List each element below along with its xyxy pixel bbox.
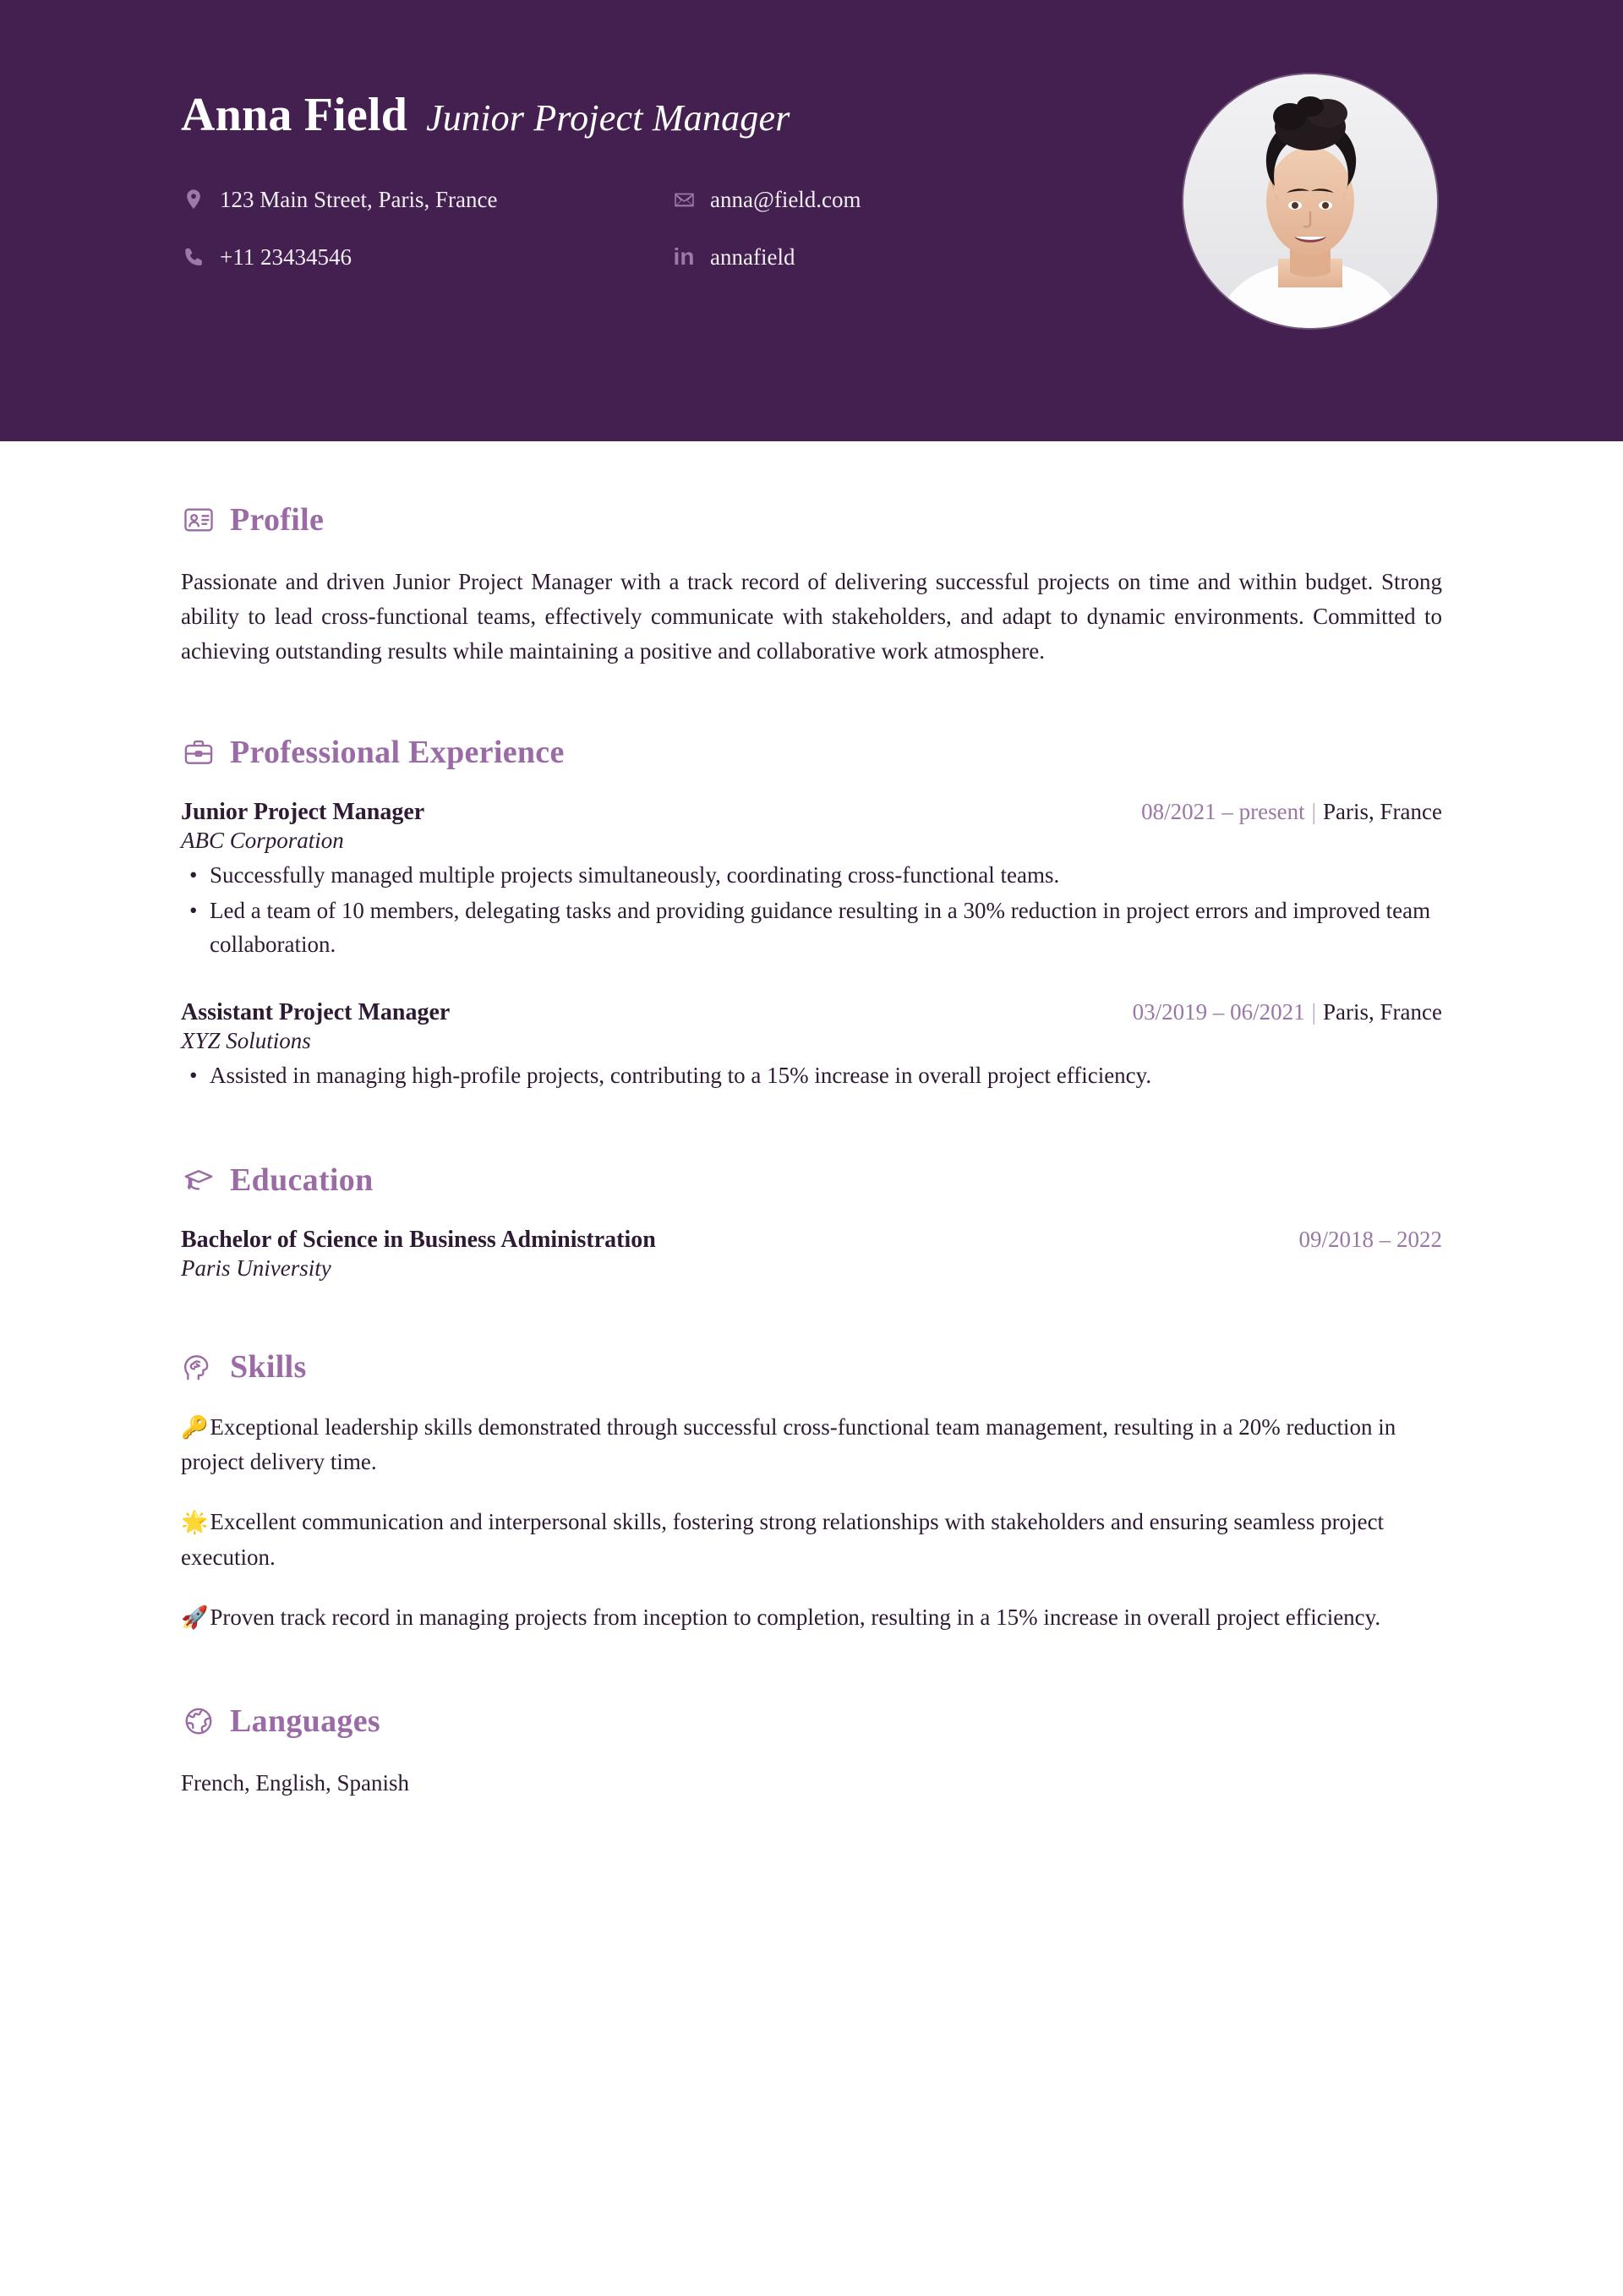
section-experience-header [181, 735, 1442, 770]
section-experience [181, 735, 1442, 1093]
job-bullet-list [181, 1059, 1442, 1093]
job-position: Junior Project Manager [181, 799, 425, 826]
page-title: Anna Field [181, 89, 408, 141]
resume-header-banner [0, 0, 1623, 441]
job-meta [1133, 999, 1442, 1025]
experience-entry-header [181, 999, 1442, 1026]
contact-details [181, 171, 1161, 286]
experience-entry-header [181, 799, 1442, 826]
avatar [1183, 74, 1437, 328]
location-pin-icon [181, 187, 206, 212]
skill-text: Excellent communication and interpersonal skills, fostering strong relationships with stakeholders and ensuring seamless project execution. [181, 1509, 1385, 1570]
contact-email[interactable] [671, 187, 1161, 213]
job-position: Assistant Project Manager [181, 998, 451, 1025]
profile-summary-text: Passionate and driven Junior Project Manager with a track record of delivering successful projects on time and within budget. Strong ability to lead cross-functional teams, effectively communicate with stakeholders, and adapt to dynamic environments. Committed to achieving outstanding results while maintaining a positive and collaborative work atmosphere. [181, 569, 1442, 664]
contact-phone-value: +11 23434546 [220, 243, 352, 270]
briefcase-icon [181, 735, 216, 770]
job-company: ABC Corporation [181, 828, 344, 854]
job-bullet: • Led a team of 10 members, delegating tasks and providing guidance resulting in a 30% reduction in project errors and improved team collaboration. [210, 894, 1442, 962]
resume-body [0, 502, 1623, 1801]
section-experience-title: Professional Experience [230, 735, 565, 771]
contact-email-value: anna@field.com [710, 186, 861, 212]
linkedin-icon [671, 244, 697, 270]
job-meta [1141, 799, 1442, 825]
job-location: Paris, France [1323, 998, 1442, 1025]
contact-linkedin-value: annafield [710, 243, 795, 270]
contact-address-value: 123 Main Street, Paris, France [220, 186, 498, 212]
section-languages-header [181, 1703, 1442, 1739]
meta-separator: | [1311, 998, 1317, 1025]
linkedin-glyph: in [673, 243, 695, 270]
job-location: Paris, France [1323, 799, 1442, 825]
section-skills-title: Skills [230, 1348, 307, 1385]
globe-icon [181, 1703, 216, 1739]
section-education-header [181, 1162, 1442, 1198]
section-profile [181, 502, 1442, 669]
section-skills [181, 1349, 1442, 1636]
job-bullet: • Successfully managed multiple projects simultaneously, coordinating cross-functional teams. [210, 859, 1442, 893]
section-education [181, 1162, 1442, 1282]
job-company: XYZ Solutions [181, 1027, 311, 1053]
key-emoji: 🔑 [181, 1414, 209, 1440]
contact-linkedin[interactable] [671, 244, 1161, 271]
glowing-star-emoji: 🌟 [181, 1510, 209, 1536]
contact-address[interactable] [181, 187, 671, 213]
education-entry [181, 1227, 1442, 1282]
contact-phone[interactable] [181, 244, 671, 271]
section-languages-title: Languages [230, 1703, 380, 1739]
envelope-icon [671, 187, 697, 212]
education-school: Paris University [181, 1255, 331, 1281]
skill-text: Exceptional leadership skills demonstrated through successful cross-functional team management, resulting in a 20% reduction in project delivery time. [181, 1413, 1396, 1475]
job-dates: 03/2019 – 06/2021 [1132, 998, 1305, 1025]
head-brain-icon [181, 1349, 216, 1385]
header-text-block [181, 91, 1161, 286]
section-profile-header [181, 502, 1442, 538]
skill-item [181, 1505, 1442, 1575]
job-bullet-list [181, 859, 1442, 962]
section-skills-header [181, 1349, 1442, 1385]
section-languages [181, 1703, 1442, 1801]
skill-item [181, 1410, 1442, 1480]
section-profile-title: Profile [230, 502, 325, 538]
graduation-cap-icon [181, 1162, 216, 1198]
education-degree: Bachelor of Science in Business Administration [181, 1226, 656, 1253]
name-and-title-row [181, 91, 1161, 139]
skill-text: Proven track record in managing projects from inception to completion, resulting in a 15% increase in overall project efficiency. [210, 1604, 1381, 1630]
section-education-title: Education [230, 1162, 374, 1198]
skill-item [181, 1600, 1442, 1636]
job-title: Junior Project Manager [426, 97, 790, 139]
meta-separator: | [1311, 799, 1317, 825]
avatar-photo [1183, 74, 1437, 328]
experience-entry [181, 999, 1442, 1093]
education-dates: 09/2018 – 2022 [1298, 1226, 1442, 1252]
job-dates: 08/2021 – present [1141, 799, 1305, 825]
rocket-emoji: 🚀 [181, 1605, 209, 1631]
experience-entry [181, 799, 1442, 962]
education-entry-header [181, 1227, 1442, 1254]
contact-card-icon [181, 502, 216, 538]
phone-icon [181, 244, 206, 270]
job-bullet: • Assisted in managing high-profile projects, contributing to a 15% increase in overall project efficiency. [210, 1059, 1442, 1093]
languages-list: French, English, Spanish [181, 1769, 409, 1796]
